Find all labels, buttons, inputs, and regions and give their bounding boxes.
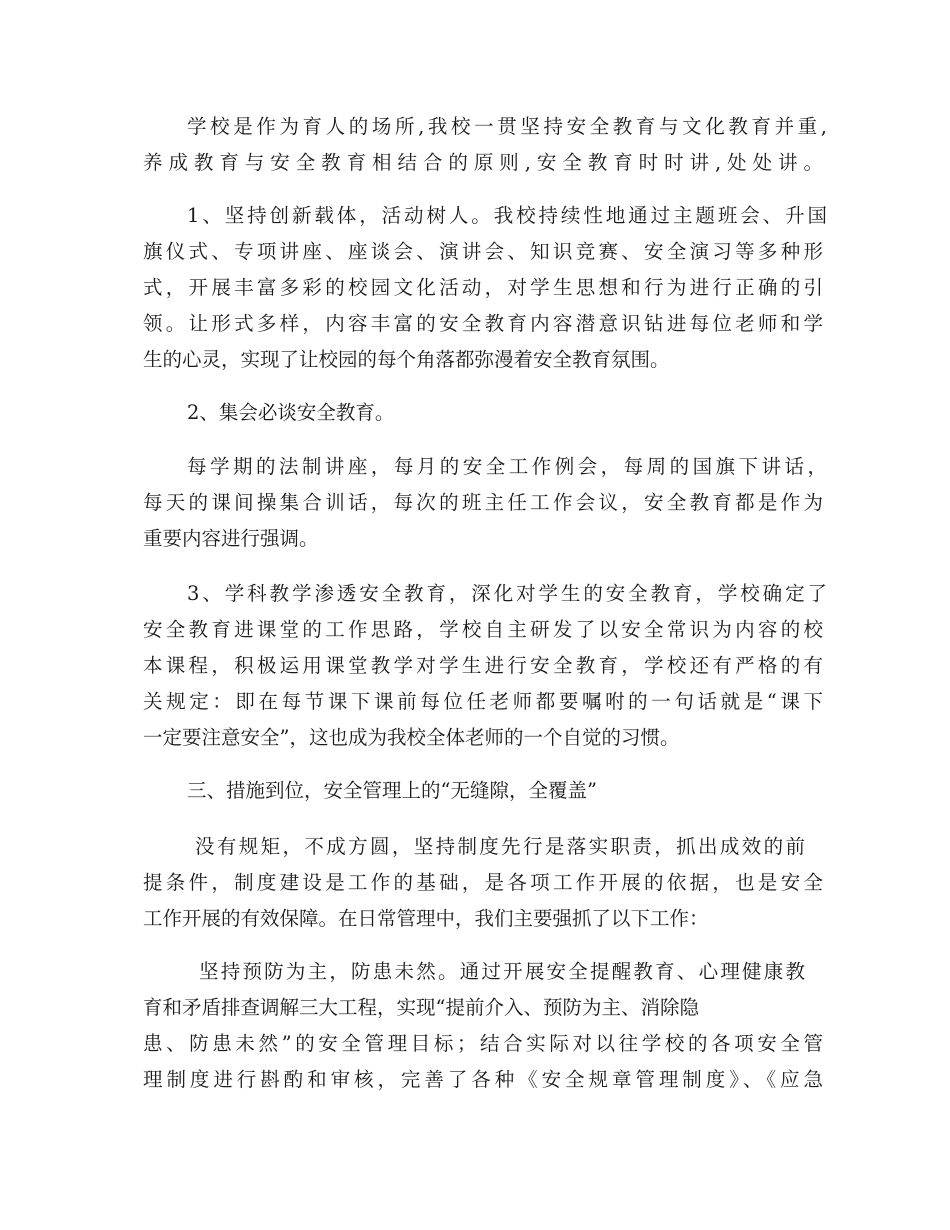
paragraph-3-line-1: 每学期的法制讲座，每月的安全工作例会，每周的国旗下讲话，: [187, 455, 827, 478]
paragraph-2-line-3: 式，开展丰富多彩的校园文化活动，对学生思想和行为进行正确的引: [143, 276, 823, 299]
paragraph-4-line-3: 本课程，积极运用课堂教学对学生进行安全教育，学校还有严格的有: [143, 654, 823, 677]
heading-item-2: 2、集会必谈安全教育。: [187, 401, 395, 424]
paragraph-4-line-2: 安全教育进课堂的工作思路，学校自主研发了以安全常识为内容的校: [143, 618, 823, 641]
paragraph-6-line-1: 坚持预防为主，防患未然。通过开展安全提醒教育、心理健康教: [199, 960, 805, 983]
paragraph-4-line-5: 一定要注意安全”，这也成为我校全体老师的一个自觉的习惯。: [143, 726, 680, 749]
paragraph-2-line-1: 1、坚持创新载体，活动树人。我校持续性地通过主题班会、升国: [187, 204, 827, 227]
paragraph-4-line-4: 关规定：即在每节课下课前每位任老师都要嘱咐的一句话就是“课下: [143, 690, 823, 713]
paragraph-3-line-3: 重要内容进行强调。: [143, 527, 319, 550]
paragraph-4-line-1: 3、学科教学渗透安全教育，深化对学生的安全教育，学校确定了: [187, 582, 827, 605]
paragraph-2-line-2: 旗仪式、专项讲座、座谈会、演讲会、知识竞赛、安全演习等多种形: [143, 240, 823, 263]
section-heading-3: 三、措施到位，安全管理上的“无缝隙，全覆盖”: [187, 779, 597, 802]
paragraph-6-line-4: 理制度进行斟酌和审核，完善了各种《安全规章管理制度》、《应急: [143, 1068, 823, 1091]
paragraph-2-line-4: 领。让形式多样，内容丰富的安全教育内容潜意识钻进每位老师和学: [143, 312, 823, 335]
paragraph-5-line-3: 工作开展的有效保障。在日常管理中，我们主要强抓了以下工作：: [143, 907, 709, 930]
paragraph-6-line-2: 育和矛盾排查调解三大工程，实现“提前介入、预防为主、消除隐: [143, 996, 699, 1019]
paragraph-5-line-2: 提条件，制度建设是工作的基础，是各项工作开展的依据，也是安全: [143, 871, 823, 894]
paragraph-3-line-2: 每天的课间操集合训话，每次的班主任工作会议，安全教育都是作为: [143, 491, 823, 514]
paragraph-6-line-3: 患、防患未然”的安全管理目标；结合实际对以往学校的各项安全管: [143, 1032, 823, 1055]
paragraph-1-line-1: 学校是作为育人的场所,我校一贯坚持安全教育与文化教育并重,: [187, 115, 827, 138]
paragraph-1-line-2: 养成教育与安全教育相结合的原则,安全教育时时讲,处处讲。: [143, 151, 823, 174]
paragraph-5-line-1: 没有规矩，不成方圆，坚持制度先行是落实职责，抓出成效的前: [195, 835, 805, 858]
paragraph-2-line-5: 生的心灵，实现了让校园的每个角落都弥漫着安全教育氛围。: [143, 348, 670, 371]
